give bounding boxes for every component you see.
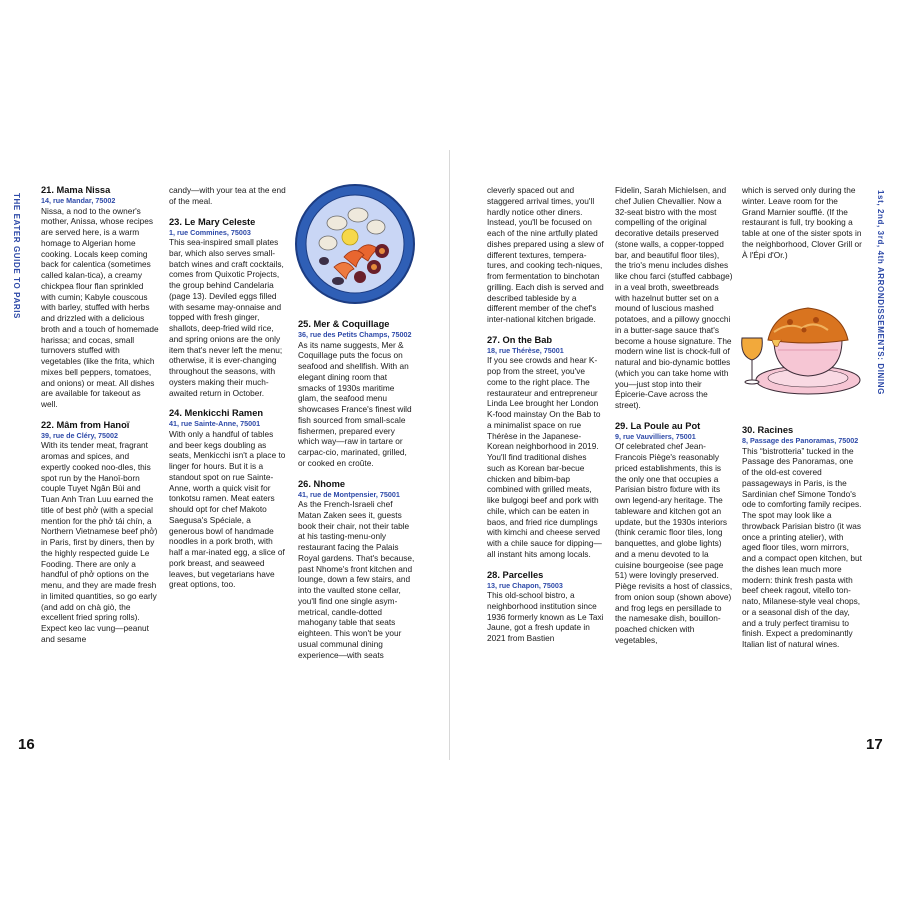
seafood-platter-illustration xyxy=(294,183,416,305)
entry-title: 29. La Poule au Pot xyxy=(615,420,701,431)
entry-21 xyxy=(41,185,159,410)
continued-text xyxy=(615,185,733,411)
entry-body: Nissa, a nod to the owner's mother, Anissa, whose recipes are served here, is a warm homage to Algerian home cooking. Locals keep coming back for calentica (sometimes called kalan-tica), a creamy chickpea flour flan sprinkled with cumin; Kabyle couscous with barley, stuffed with herbs and drizzled with a delicious broth and a touch of homemade harissa; and cocas, small turnovers stuffed with vegetables (like the frita, which mixes bell peppers, tomatoes, and onions) or meat. All dishes are available for takeout as well. xyxy=(41,205,159,409)
entry-address: 36, rue des Petits Champs, 75002 xyxy=(298,330,412,339)
entry-title: 22. Mâm from Hanoï xyxy=(41,419,130,430)
entry-title: 28. Parcelles xyxy=(487,569,544,580)
page-gutter xyxy=(449,150,450,760)
entry-body: With only a handful of tables and beer kegs doubling as seats, Menkicchi isn't a place to linger for hours. But it is a standout spot on rue Sainte-Anne, worth a quick visit for tonkotsu ramen. Meat eaters should opt for chef Makoto Saegusa's Spéciale, a generous bowl of handmade noodles in a pork broth, with half a mar-inated egg, a slice of pork breast, and seaweed leaves, but vegetarians have great options, too. xyxy=(169,428,286,590)
entry-29 xyxy=(615,421,733,646)
entry-body: As its name suggests, Mer & Coquillage puts the focus on seafood and shellfish. With an elegant dining room that smacks of 1930s maritime glam, the seafood menu showcases France's finest wild fish sourced from small-scale fishermen, prepared every which way—raw in tartare or carpac-cio, marinated, grilled, or cooked en croûte. xyxy=(298,339,412,468)
entry-address: 9, rue Vauvilliers, 75001 xyxy=(615,431,696,441)
entry-body: This sea-inspired small plates bar, which also serves small-batch wines and craft cocktails, comes from Quixotic Projects, the group behind Candelaria (page 13). Deviled eggs filled with sesame may-onnaise and topped with fresh ginger, shallots, deep-fried wild rice, and spring onions are the only item that's never left the menu; otherwise, it is ever-changing throughout the seasons, with oysters making their much-awaited return in October. xyxy=(169,237,284,398)
continued-body: candy—with your tea at the end of the meal. xyxy=(169,185,286,206)
entry-title: 25. Mer & Coquillage xyxy=(298,319,390,329)
entry-body: As the French-Israeli chef Matan Zaken sees it, guests book their chair, not their table at his tasting-menu-only restaurant facing the Palais Royal gardens. That's because, past Nhome's front kitchen and lounge, down a few stairs, and into the vaulted stone cellar, you'll find one single asym-metrical, candle-dotted mahogany table that seats eighteen. This won't be your usual communal dining experience—with seats xyxy=(298,499,415,660)
onion-soup-illustration xyxy=(738,292,862,400)
entry-address: 39, rue de Cléry, 75002 xyxy=(41,430,118,440)
entry-24 xyxy=(169,408,286,590)
right-col-3-lower xyxy=(742,425,862,660)
continued-body: Fidelin, Sarah Michielsen, and chef Julien Chevallier. Now a 32-seat bistro with the most compelling of the original decorative details preserved (stone walls, a copper-topped bar, and beautiful floor tiles), the trio's menu includes dishes like chou farci (stuffed cabbage) in a veal broth, sweetbreads with hazelnut butter set on a mound of luscious mashed potatoes, and a pillowy gnocchi in a butter-sage sauce that's become a house signature. The modern wine list is chock-full of natural and bio-dynamic bottles (which you can take home with you—just stop into their Épicerie-Cave across the street). xyxy=(615,185,733,410)
entry-25 xyxy=(298,319,416,469)
page-number-right: 17 xyxy=(866,736,883,753)
entry-address: 41, rue Sainte-Anne, 75001 xyxy=(169,419,261,429)
right-col-1 xyxy=(487,185,605,654)
entry-body: If you see crowds and hear K-pop from the street, you've come to the right place. The restaurateur and entrepreneur Linda Lee brought her London K-food mainstay On the Bab to a minimalist space on rue Thérèse in the Japanese-Korean neighborhood in 2019. You'll find traditional dishes such as Korean bar-becue chicken and bibim-bap combined with grilled meats, like bulgogi beef and pork with chile, which can be eaten in baos, and fried rice dumplings with kimchi and cheese served with a chile sauce for dipping—all instant hits among locals. xyxy=(487,355,602,559)
entry-address: 41, rue de Montpensier, 75001 xyxy=(298,489,400,499)
right-col-3 xyxy=(742,185,862,270)
entry-address: 13, rue Chapon, 75003 xyxy=(487,580,563,590)
entry-address: 14, rue Mandar, 75002 xyxy=(41,196,116,205)
left-col-3 xyxy=(298,319,416,670)
entry-title: 26. Nhome xyxy=(298,478,346,489)
entry-title: 24. Menkicchi Ramen xyxy=(169,408,264,419)
entry-22 xyxy=(41,420,159,645)
entry-27 xyxy=(487,335,605,560)
running-head-right: 1st, 2nd, 3rd, 4th ARRONDISSEMENTS: DINING xyxy=(876,190,885,395)
entry-body: Of celebrated chef Jean-Francois Piège's reasonably priced establishments, this is the only one that occupies a Parisian bistro fixture with its own legend-ary heritage. The tableware and kitchen got an update, but the 1930s interiors (think ceramic floor tiles, long banquettes, and globe lights) and a menu devoted to la cuisine bourgeoise (see page 51) were lovingly preserved. Piège revisits a host of classics, from onion soup (shown above) and frog legs en persillade to the namesake dish, bouillon-poached chicken with vegetables, xyxy=(615,441,733,645)
entry-title: 21. Mama Nissa xyxy=(41,185,111,195)
left-col-1 xyxy=(41,185,159,655)
entry-address: 8, Passage des Panoramas, 75002 xyxy=(742,436,859,445)
entry-address: 18, rue Thérèse, 75001 xyxy=(487,345,564,355)
entry-title: 27. On the Bab xyxy=(487,334,553,345)
entry-address: 1, rue Commines, 75003 xyxy=(169,227,251,237)
left-col-2 xyxy=(169,185,286,600)
entry-28 xyxy=(487,570,605,644)
entry-30 xyxy=(742,425,862,650)
continued-body: which is served only during the winter. Leave room for the Grand Marnier soufflé. (If the restaurant is full, try booking a table at one of the sister spots in the neighborhood, Clover Grill or À l'Épi d'Or.) xyxy=(742,185,862,260)
entry-26 xyxy=(298,479,416,661)
entry-body: This “bistrotteria” tucked in the Passage des Panoramas, one of the old-est covered passageways in Paris, is the Sardinian chef Simone Tondo's ode to comforting family recipes. The spot may look like a throwback Parisian bistro (it was once a printing atelier), with aged floor tiles, worn mirrors, and a compact open kitchen, but the dishes lean much more modern: think fresh pasta with beef cheek ragout, vitello ton-nato, Milanese-style veal chops, or a seasonal dish of the day, and a truly perfect tiramisu to finish. Expect a predominantly Italian list of natural wines. xyxy=(742,445,862,649)
entry-title: 30. Racines xyxy=(742,425,794,435)
entry-23 xyxy=(169,217,286,399)
continued-body: cleverly spaced out and staggered arrival times, you'll hardly notice other diners. Instead, you'll be focused on each of the nine artfully plated dishes prepared using a slew of different textures, tempera-tures, and cooking tech-niques, from fermentation to binchotan grilling. Each dish is served and described tableside by a different member of the chef's inter-national kitchen brigade. xyxy=(487,185,604,324)
running-head-left: THE EATER GUIDE TO PARIS xyxy=(12,193,21,319)
page-number-left: 16 xyxy=(18,736,35,753)
continued-text xyxy=(487,185,605,325)
entry-body: With its tender meat, fragrant aromas and spices, and expertly cooked noo-dles, this spot run by the Hanoï-born couple Tuyet Ngân Bùi and Tuan Anh Tran Luu earned the title of best phở (with a special mention for the phở tái chín, a Northern Vietnamese beef phở) in Paris, first by diners, then by the highly respected guide Le Fooding. There are only a handful of phở options on the menu, and they are made fresh in limited quantities, so go early (and add on chà giò, the excellent fried spring rolls). Expect keo lac vung—peanut and sesame xyxy=(41,440,158,644)
entry-title: 23. Le Mary Celeste xyxy=(169,216,256,227)
right-col-2 xyxy=(615,185,733,656)
entry-body: This old-school bistro, a neighborhood institution since 1936 formerly known as Le Taxi Jaune, got a fresh update in 2021 from Bastien xyxy=(487,590,604,643)
continued-text xyxy=(169,185,286,207)
continued-text xyxy=(742,185,862,260)
